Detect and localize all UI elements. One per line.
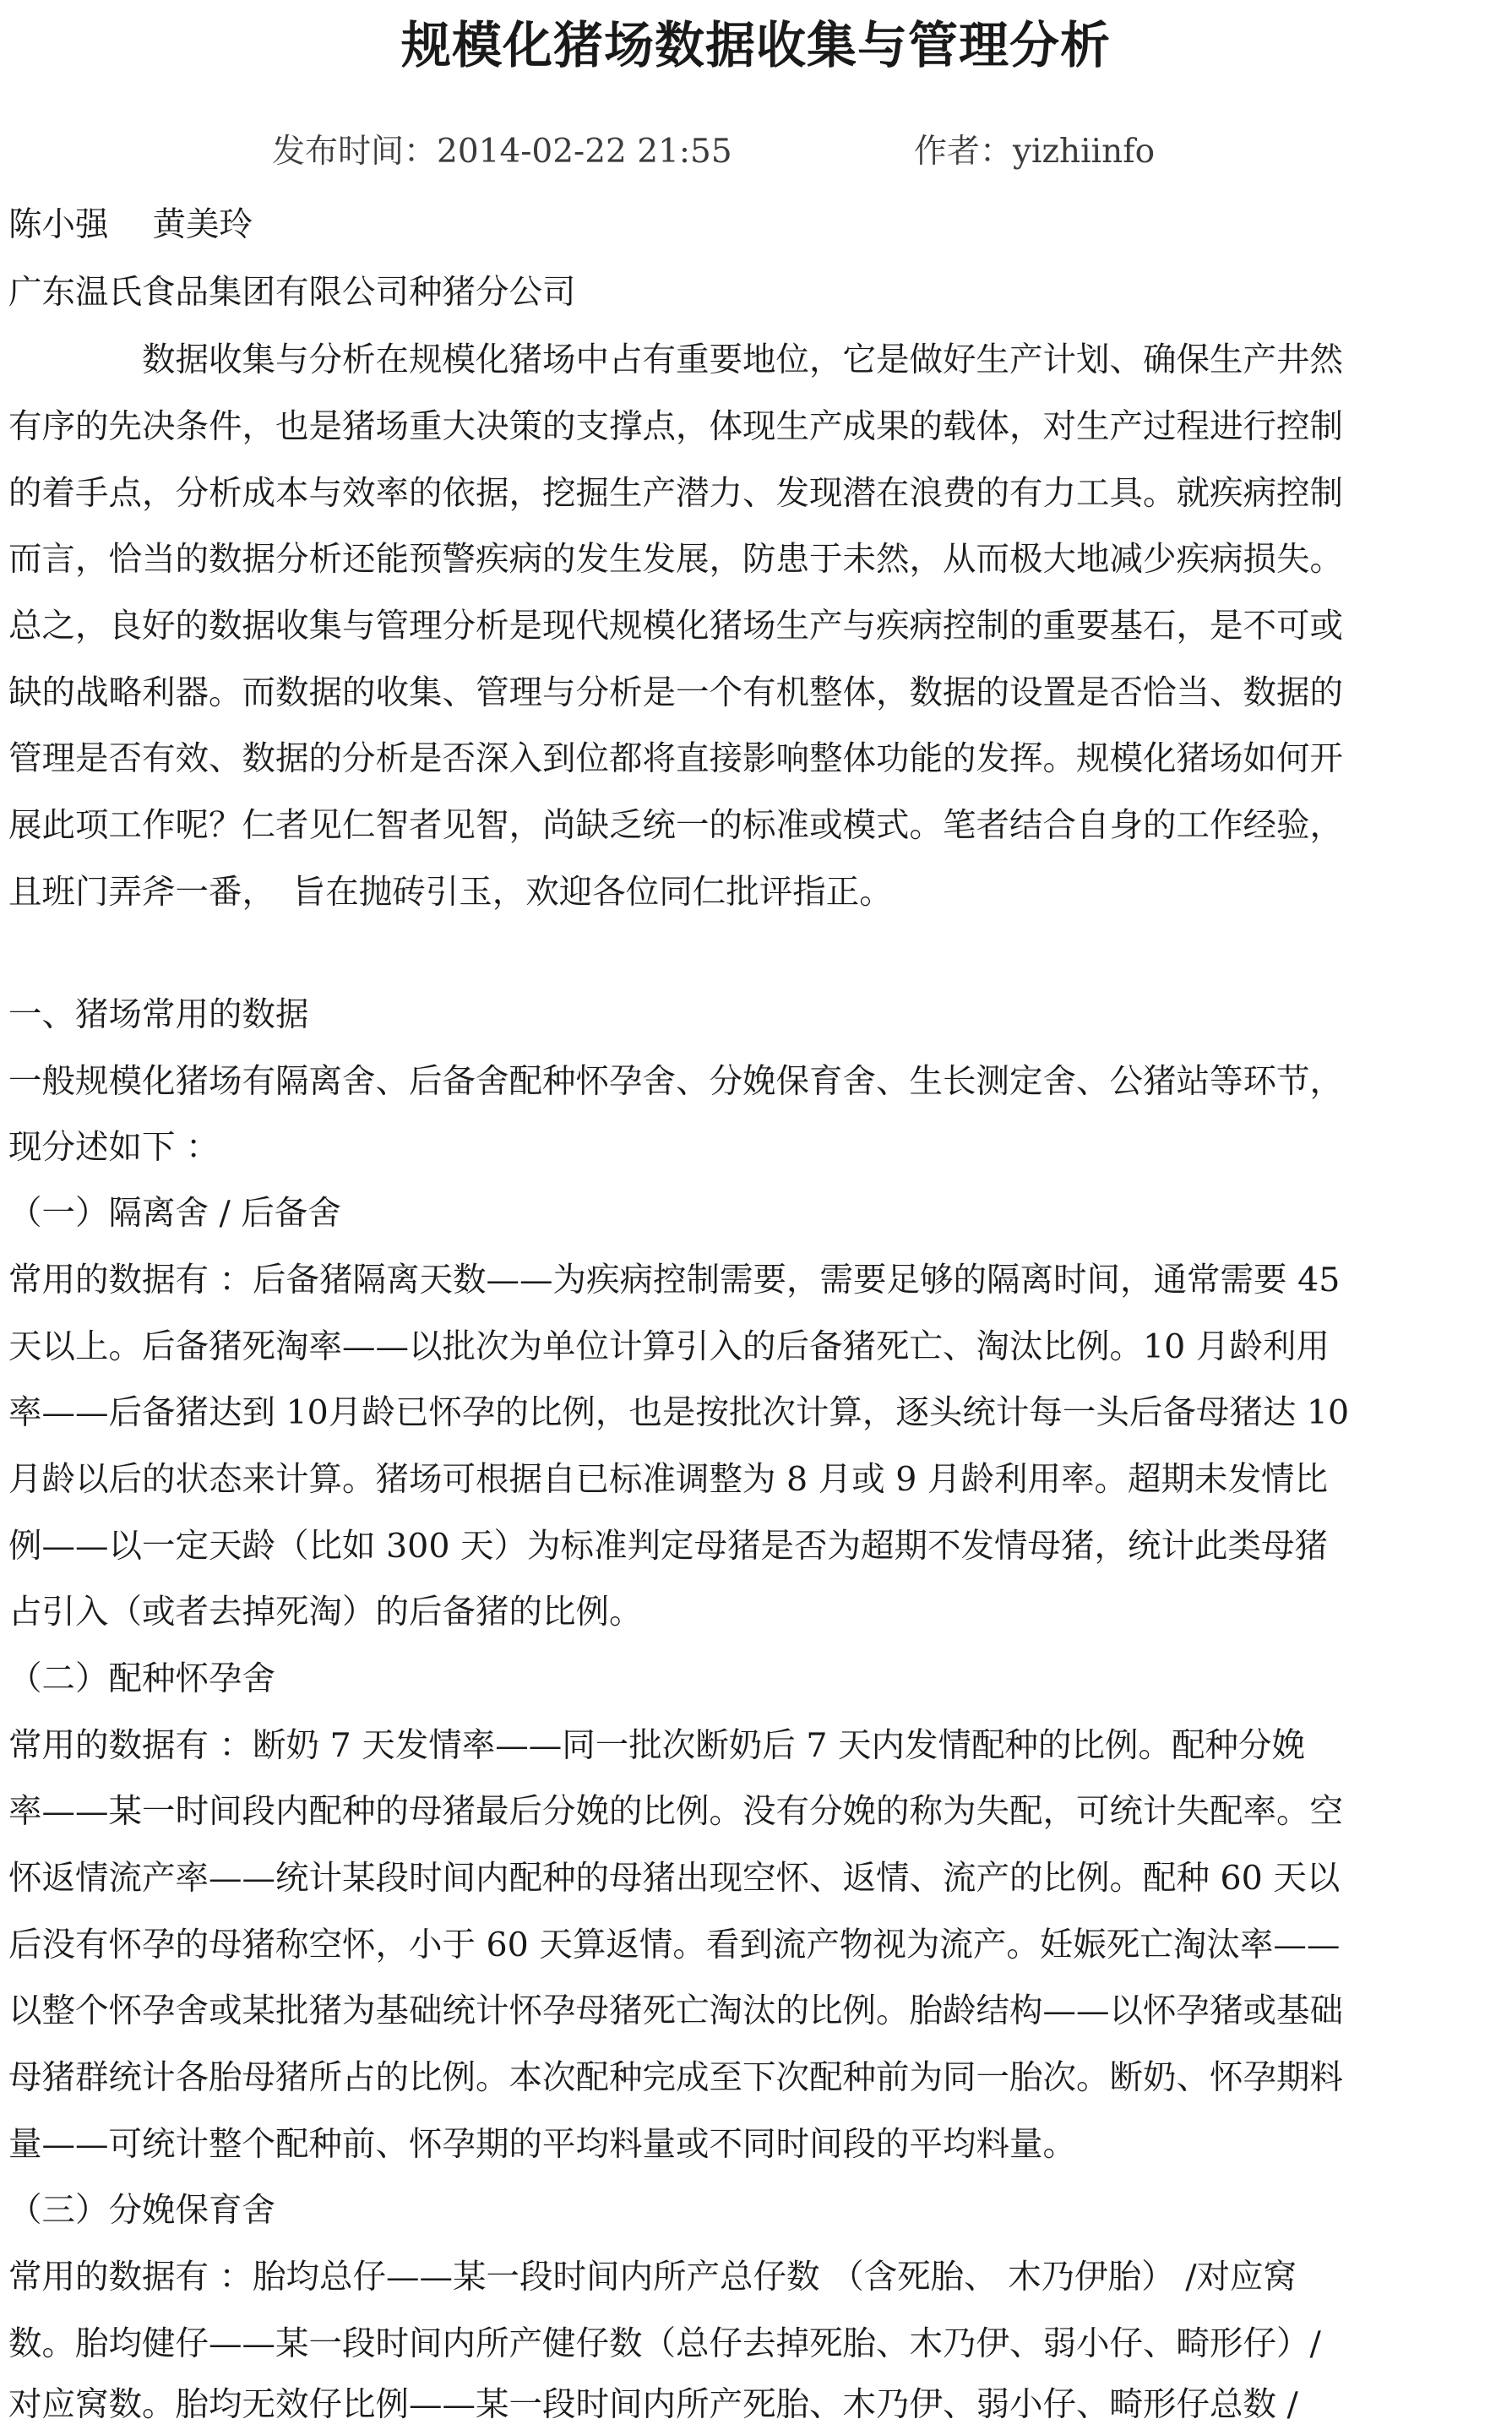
paragraph-line: 占引入（或者去掉死淘）的后备猪的比例。 — [8, 1593, 643, 1632]
subsection-heading: （二）配种怀孕舍 — [8, 1659, 275, 1698]
paragraph-line: 总之，良好的数据收集与管理分析是现代规模化猪场生产与疾病控制的重要基石，是不可或 — [8, 607, 1343, 646]
paragraph-line: 且班门弄斧一番， 旨在抛砖引玉，欢迎各位同仁批评指正。 — [8, 873, 893, 912]
article-title: 规模化猪场数据收集与管理分析 — [400, 16, 1111, 74]
paragraph-line: 有序的先决条件，也是猪场重大决策的支撑点，体现生产成果的载体，对生产过程进行控制 — [8, 407, 1343, 446]
paragraph-line: 例——以一定天龄（比如 300 天）为标准判定母猪是否为超期不发情母猪，统计此类母猪 — [8, 1527, 1329, 1566]
paragraph-line: 率——后备猪达到 10月龄已怀孕的比例，也是按批次计算，逐头统计每一头后备母猪达 10 — [8, 1393, 1350, 1432]
paragraph-line: 管理是否有效、数据的分析是否深入到位都将直接影响整体功能的发挥。规模化猪场如何开 — [8, 739, 1343, 778]
author: 作者：yizhiinfo — [914, 133, 1156, 171]
paragraph-line: 后没有怀孕的母猪称空怀，小于 60 天算返情。看到流产物视为流产。妊娠死亡淘汰率—— — [8, 1926, 1341, 1964]
paragraph-line: 天以上。后备猪死淘率——以批次为单位计算引入的后备猪死亡、淘汰比例。10 月龄利用 — [8, 1327, 1330, 1366]
paragraph-line: 缺的战略利器。而数据的收集、管理与分析是一个有机整体，数据的设置是否恰当、数据的 — [8, 673, 1343, 712]
paragraph-line: 常用的数据有 ：断奶 7 天发情率——同一批次断奶后 7 天内发情配种的比例。配种分娩 — [8, 1726, 1306, 1765]
section-heading: 一、猪场常用的数据 — [8, 995, 309, 1034]
paragraph-line: 常用的数据有 ：胎均总仔——某一段时间内所产总仔数 （含死胎、 木乃伊胎） /对应窝 — [8, 2258, 1297, 2297]
paragraph-line: 月龄以后的状态来计算。猪场可根据自已标准调整为 8 月或 9 月龄利用率。超期未发情比 — [8, 1460, 1328, 1499]
paragraph-line: 现分述如下 ： — [8, 1128, 220, 1167]
paragraph-line: 而言，恰当的数据分析还能预警疾病的发生发展，防患于未然，从而极大地减少疾病损失。 — [8, 540, 1343, 579]
subsection-heading: （三）分娩保育舍 — [8, 2191, 275, 2230]
paragraph-line: 数。胎均健仔——某一段时间内所产健仔数（总仔去掉死胎、木乃伊、弱小仔、畸形仔）/ — [8, 2324, 1321, 2363]
publish-time: 发布时间：2014-02-22 21:55 — [272, 133, 732, 171]
byline-names: 陈小强 黄美玲 — [8, 205, 253, 244]
paragraph-line: 量——可统计整个配种前、怀孕期的平均料量或不同时间段的平均料量。 — [8, 2125, 1076, 2164]
paragraph-line: 的着手点，分析成本与效率的依据，挖掘生产潜力、发现潜在浪费的有力工具。就疾病控制 — [8, 474, 1343, 513]
byline-organization: 广东温氏食品集团有限公司种猪分公司 — [8, 273, 576, 312]
paragraph-line: 以整个怀孕舍或某批猪为基础统计怀孕母猪死亡淘汰的比例。胎龄结构——以怀孕猪或基础 — [8, 1991, 1343, 2030]
paragraph-line: 母猪群统计各胎母猪所占的比例。本次配种完成至下次配种前为同一胎次。断奶、怀孕期料 — [8, 2058, 1343, 2097]
paragraph-line: 怀返情流产率——统计某段时间内配种的母猪出现空怀、返情、流产的比例。配种 60 天以 — [8, 1859, 1341, 1898]
paragraph-line: 率——某一时间段内配种的母猪最后分娩的比例。没有分娩的称为失配，可统计失配率。空 — [8, 1792, 1343, 1831]
paragraph-line: 一般规模化猪场有隔离舍、后备舍配种怀孕舍、分娩保育舍、生长测定舍、公猪站等环节， — [8, 1062, 1343, 1101]
paragraph-line: 数据收集与分析在规模化猪场中占有重要地位，它是做好生产计划、确保生产井然 — [142, 341, 1343, 379]
paragraph-line: 对应窝数。胎均无效仔比例——某一段时间内所产死胎、木乃伊、弱小仔、畸形仔总数 / — [8, 2385, 1298, 2424]
paragraph-line: 常用的数据有 ：后备猪隔离天数——为疾病控制需要，需要足够的隔离时间，通常需要 45 — [8, 1261, 1341, 1299]
paragraph-line: 展此项工作呢？仁者见仁智者见智，尚缺乏统一的标准或模式。笔者结合自身的工作经验， — [8, 806, 1343, 845]
subsection-heading: （一）隔离舍 / 后备舍 — [8, 1194, 341, 1233]
